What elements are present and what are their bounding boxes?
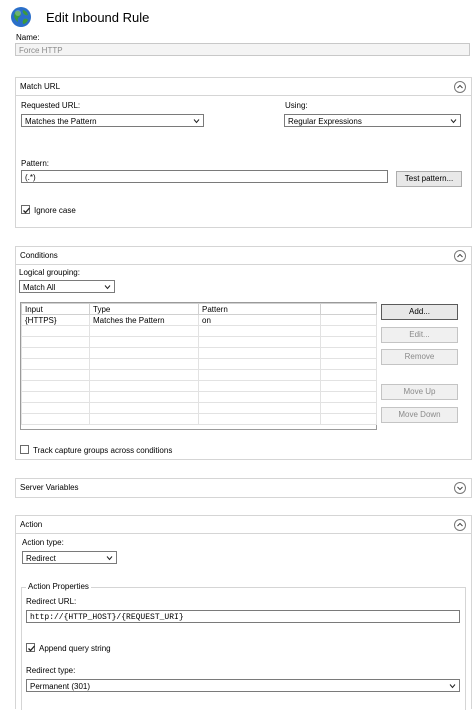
checkmark-icon bbox=[27, 644, 36, 653]
column-header-filler bbox=[321, 304, 377, 315]
match-url-header[interactable] bbox=[16, 78, 471, 96]
column-header-type[interactable]: Type bbox=[90, 304, 199, 315]
column-header-pattern[interactable]: Pattern bbox=[199, 304, 321, 315]
chevron-up-icon[interactable] bbox=[454, 519, 466, 531]
requested-url-select[interactable] bbox=[21, 114, 204, 127]
dropdown-arrow-icon bbox=[450, 118, 457, 124]
redirect-url-label: Redirect URL: bbox=[26, 597, 77, 606]
action-type-value: Redirect bbox=[26, 554, 56, 563]
requested-url-value: Matches the Pattern bbox=[25, 117, 97, 126]
using-label: Using: bbox=[285, 101, 308, 110]
using-value: Regular Expressions bbox=[288, 117, 362, 126]
name-label: Name: bbox=[16, 33, 40, 42]
action-header[interactable] bbox=[16, 516, 471, 534]
dropdown-arrow-icon bbox=[104, 284, 111, 290]
move-down-button[interactable]: Move Down bbox=[381, 407, 458, 423]
dropdown-arrow-icon bbox=[106, 555, 113, 561]
cell-input: {HTTPS} bbox=[22, 315, 90, 326]
pattern-input-value: (.*) bbox=[25, 173, 36, 182]
append-query-label[interactable]: Append query string bbox=[39, 644, 111, 653]
empty-row bbox=[22, 348, 377, 359]
action-type-select[interactable] bbox=[22, 551, 117, 564]
empty-row bbox=[22, 414, 377, 425]
action-panel bbox=[15, 515, 472, 709]
ignore-case-label[interactable]: Ignore case bbox=[34, 206, 76, 215]
checkmark-icon bbox=[22, 206, 31, 215]
chevron-up-icon[interactable] bbox=[454, 250, 466, 262]
redirect-url-input[interactable] bbox=[26, 610, 460, 623]
name-input-value: Force HTTP bbox=[19, 46, 63, 55]
logical-grouping-label: Logical grouping: bbox=[19, 268, 80, 277]
cell-empty bbox=[321, 315, 377, 326]
conditions-title: Conditions bbox=[20, 251, 58, 260]
empty-row bbox=[22, 359, 377, 370]
redirect-url-value: http://{HTTP_HOST}/{REQUEST_URI} bbox=[30, 613, 184, 622]
requested-url-label: Requested URL: bbox=[21, 101, 81, 110]
conditions-list[interactable] bbox=[20, 302, 377, 430]
table-row[interactable] bbox=[22, 315, 377, 326]
dropdown-arrow-icon bbox=[193, 118, 200, 124]
action-properties-group bbox=[21, 582, 466, 710]
dropdown-arrow-icon bbox=[449, 683, 456, 689]
edit-condition-button[interactable]: Edit... bbox=[381, 327, 458, 343]
server-variables-title: Server Variables bbox=[20, 483, 79, 492]
empty-row bbox=[22, 403, 377, 414]
redirect-type-select[interactable] bbox=[26, 679, 460, 692]
column-header-input[interactable]: Input bbox=[22, 304, 90, 315]
server-variables-panel[interactable] bbox=[15, 478, 472, 498]
add-condition-button[interactable]: Add... bbox=[381, 304, 458, 320]
empty-row bbox=[22, 337, 377, 348]
redirect-type-label: Redirect type: bbox=[26, 666, 76, 675]
empty-row bbox=[22, 381, 377, 392]
table-header-row bbox=[22, 304, 377, 315]
redirect-type-value: Permanent (301) bbox=[30, 682, 91, 691]
pattern-label: Pattern: bbox=[21, 159, 50, 168]
logical-grouping-select[interactable] bbox=[19, 280, 115, 293]
empty-row bbox=[22, 392, 377, 403]
move-up-button[interactable]: Move Up bbox=[381, 384, 458, 400]
action-properties-title: Action Properties bbox=[28, 582, 89, 591]
empty-row bbox=[22, 370, 377, 381]
name-input[interactable] bbox=[15, 43, 470, 56]
using-select[interactable] bbox=[284, 114, 461, 127]
test-pattern-button[interactable]: Test pattern... bbox=[396, 171, 462, 187]
conditions-panel bbox=[15, 246, 472, 460]
track-capture-label[interactable]: Track capture groups across conditions bbox=[33, 446, 173, 455]
match-url-panel bbox=[15, 77, 472, 228]
conditions-header[interactable] bbox=[16, 247, 471, 265]
globe-icon bbox=[10, 6, 32, 28]
empty-row bbox=[22, 326, 377, 337]
cell-type: Matches the Pattern bbox=[90, 315, 199, 326]
pattern-input[interactable] bbox=[21, 170, 388, 183]
action-type-label: Action type: bbox=[22, 538, 64, 547]
remove-condition-button[interactable]: Remove bbox=[381, 349, 458, 365]
append-query-checkbox[interactable] bbox=[26, 643, 35, 652]
ignore-case-checkbox[interactable] bbox=[21, 205, 30, 214]
track-capture-checkbox[interactable] bbox=[20, 445, 29, 454]
chevron-down-icon[interactable] bbox=[454, 482, 466, 494]
chevron-up-icon[interactable] bbox=[454, 81, 466, 93]
page-title: Edit Inbound Rule bbox=[46, 10, 150, 25]
match-url-title: Match URL bbox=[20, 82, 61, 91]
conditions-table bbox=[21, 303, 377, 425]
logical-grouping-value: Match All bbox=[23, 283, 56, 292]
action-title: Action bbox=[20, 520, 43, 529]
cell-pattern: on bbox=[199, 315, 321, 326]
